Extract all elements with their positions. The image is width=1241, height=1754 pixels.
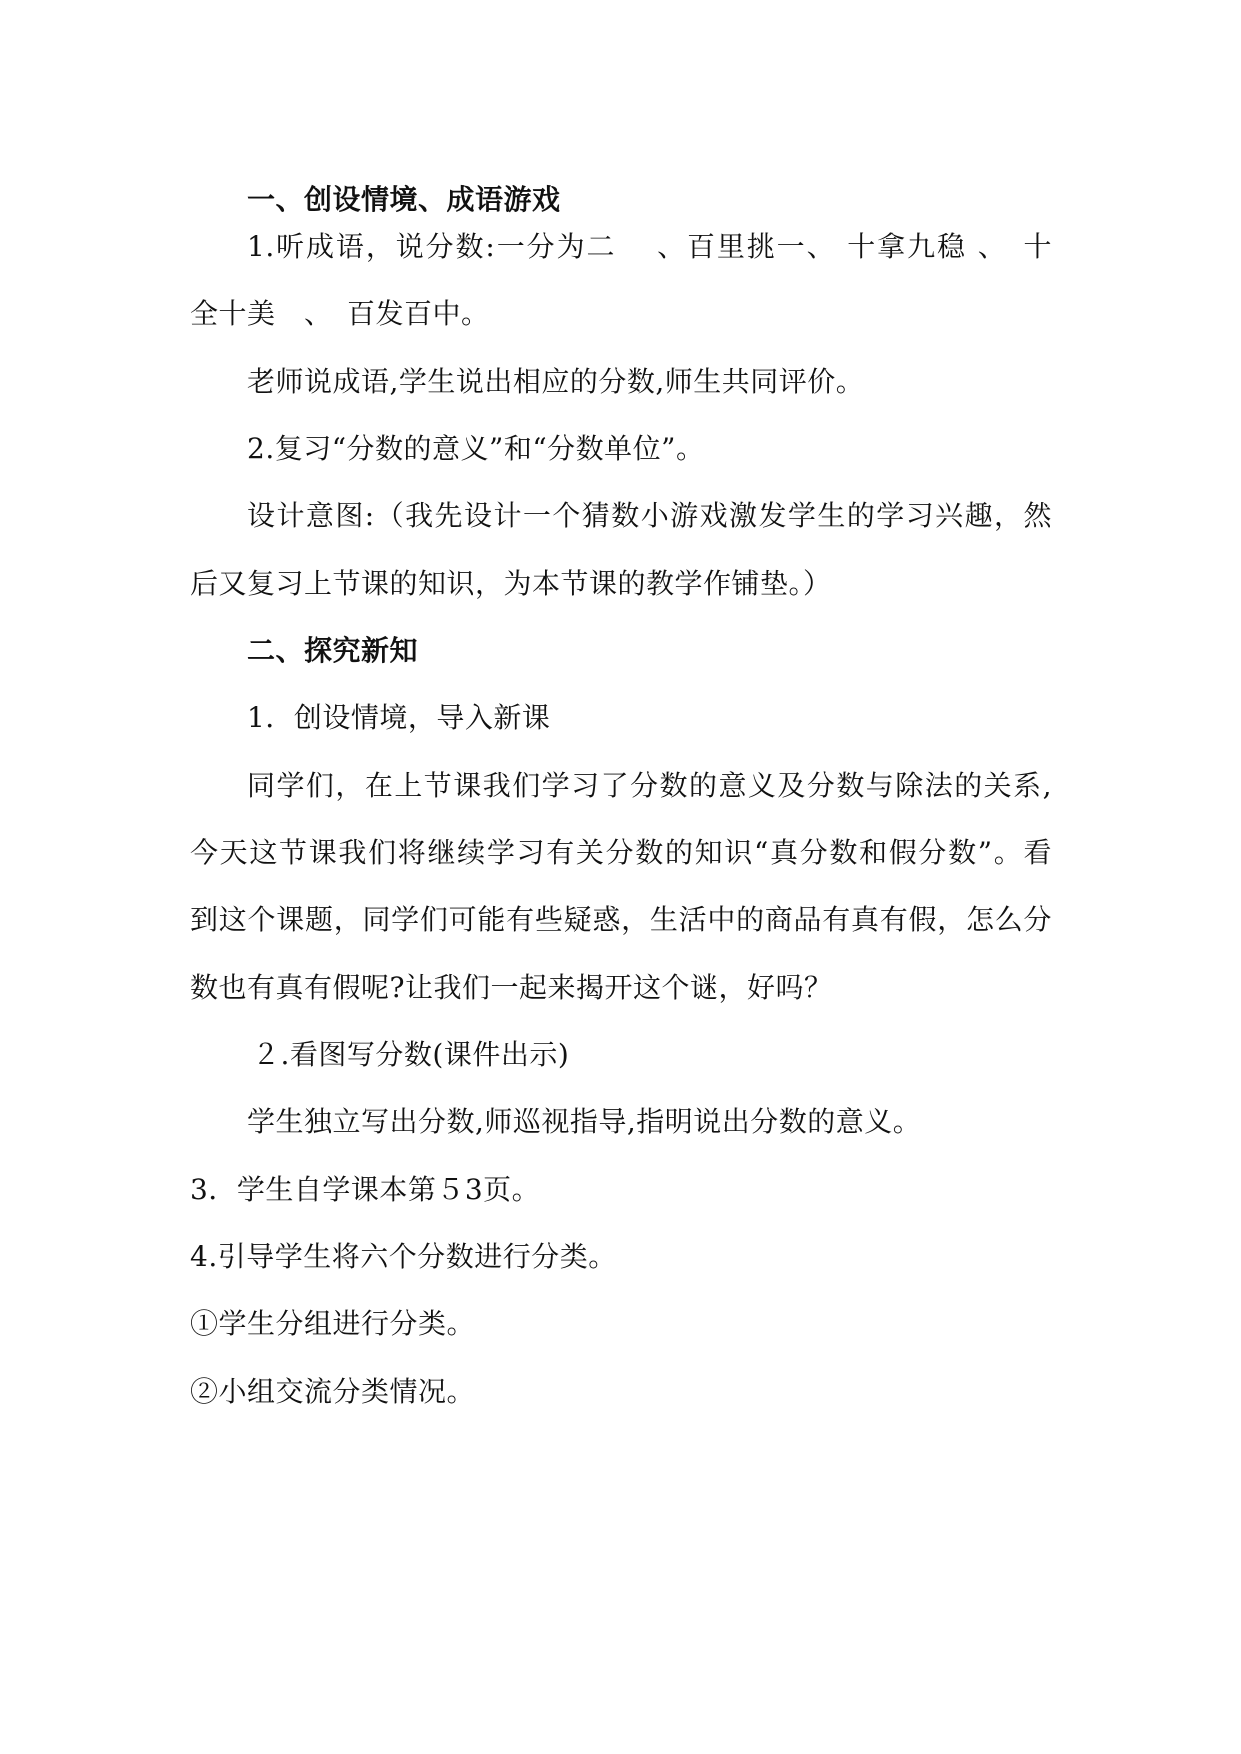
paragraph-teacher-activity: 老师说成语,学生说出相应的分数,师生共同评价。 — [247, 365, 865, 398]
paragraph-idioms-line-1: 1.听成语，说分数:一分为二 、百里挑一、 十拿九稳 、 十 — [247, 230, 1052, 263]
paragraph-intro-line-2: 今天这节课我们将继续学习有关分数的知识“真分数和假分数”。看 — [190, 836, 1052, 869]
paragraph-step-1: 1．创设情境，导入新课 — [247, 701, 551, 734]
paragraph-review: 2.复习“分数的意义”和“分数单位”。 — [247, 432, 705, 465]
paragraph-intro-line-3: 到这个课题，同学们可能有些疑惑，生活中的商品有真有假，怎么分 — [190, 903, 1052, 936]
paragraph-idioms-line-2: 全十美 、 百发百中。 — [190, 297, 490, 330]
paragraph-design-intent-line-1: 设计意图:（我先设计一个猜数小游戏激发学生的学习兴趣，然 — [247, 499, 1052, 532]
paragraph-intro-line-4: 数也有真有假呢?让我们一起来揭开这个谜，好吗？ — [190, 971, 833, 1004]
list-item-group-exchange: ②小组交流分类情况。 — [190, 1375, 476, 1408]
paragraph-intro-line-1: 同学们，在上节课我们学习了分数的意义及分数与除法的关系, — [247, 769, 1052, 802]
paragraph-step-2-detail: 学生独立写出分数,师巡视指导,指明说出分数的意义。 — [247, 1105, 922, 1138]
paragraph-step-2: ２.看图写分数(课件出示) — [252, 1038, 570, 1071]
paragraph-step-3: 3．学生自学课本第５3页。 — [190, 1173, 541, 1206]
list-item-group-classify: ①学生分组进行分类。 — [190, 1307, 476, 1340]
section-heading-2: 二、探究新知 — [247, 634, 419, 667]
section-heading-1: 一、创设情境、成语游戏 — [247, 183, 561, 216]
paragraph-step-4: 4.引导学生将六个分数进行分类。 — [190, 1240, 617, 1273]
paragraph-design-intent-line-2: 后又复习上节课的知识，为本节课的教学作铺垫。） — [190, 567, 832, 600]
